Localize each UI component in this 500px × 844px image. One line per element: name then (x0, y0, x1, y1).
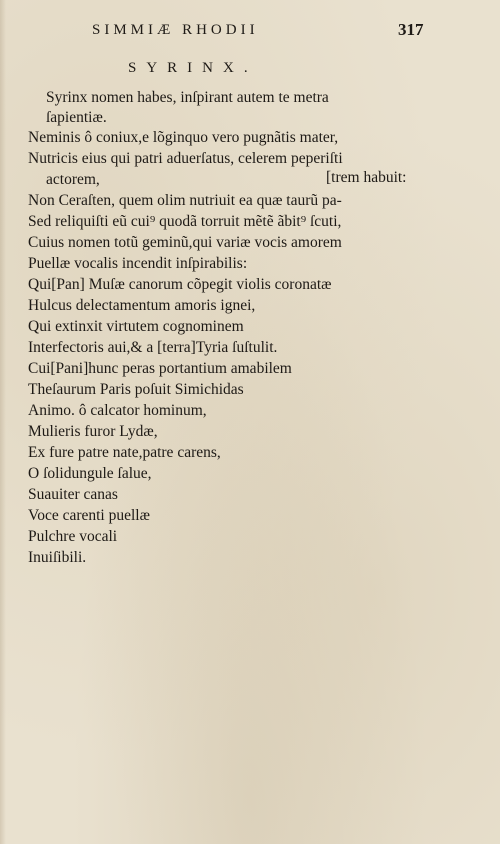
poem-line: Qui extinxit virtutem cognominem (28, 318, 244, 335)
poem-line: ſapientiæ. (46, 109, 107, 126)
poem-line: Suauiter canas (28, 486, 118, 503)
poem-line: Theſaurum Paris poſuit Simichidas (28, 381, 244, 398)
poem-line: actorem, (46, 171, 100, 188)
poem-line: Voce carenti puellæ (28, 507, 150, 524)
page-number: 317 (398, 20, 424, 39)
poem-line: Mulieris furor Lydæ, (28, 423, 158, 440)
poem-line: Hulcus delectamentum amoris ignei, (28, 297, 256, 314)
poem-line-carryover: [trem habuit: (326, 169, 407, 186)
poem-line: Nutricis eius qui patri aduerſatus, celerem peperiſti (28, 150, 343, 167)
poem-line: Non Ceraſten, quem olim nutriuit ea quæ taurũ pa- (28, 192, 342, 209)
poem-line: Qui[Pan] Muſæ canorum cõpegit violis coronatæ (28, 276, 332, 293)
running-head: SIMMIÆ RHODII (92, 22, 259, 38)
poem-line: Cui[Pani]hunc peras portantium amabilem (28, 360, 292, 377)
page-gutter-shadow (0, 0, 6, 844)
poem-line: Puellæ vocalis incendit inſpirabilis: (28, 255, 248, 272)
poem-line: Inuiſibili. (28, 549, 87, 566)
poem-line: Syrinx nomen habes, inſpirant autem te metra (46, 89, 329, 106)
section-title: SYRINX. (128, 60, 258, 76)
poem-line: Cuius nomen totũ geminũ,qui variæ vocis amorem (28, 234, 342, 251)
poem-line: O ſolidungule ſalue, (28, 465, 152, 482)
poem-line: Neminis ô coniux,e lõginquo vero pugnãtis mater, (28, 129, 339, 146)
poem-line: Animo. ô calcator hominum, (28, 402, 207, 419)
poem-line: Ex fure patre nate,patre carens, (28, 444, 221, 461)
poem-line: Interfectoris aui,& a [terra]Tyria ſuſtulit. (28, 339, 278, 356)
poem-line: Pulchre vocali (28, 528, 118, 545)
poem-line: Sed reliquiſti eũ cui⁹ quodã torruit mẽtẽ ãbit⁹ ſcuti, (28, 213, 342, 230)
